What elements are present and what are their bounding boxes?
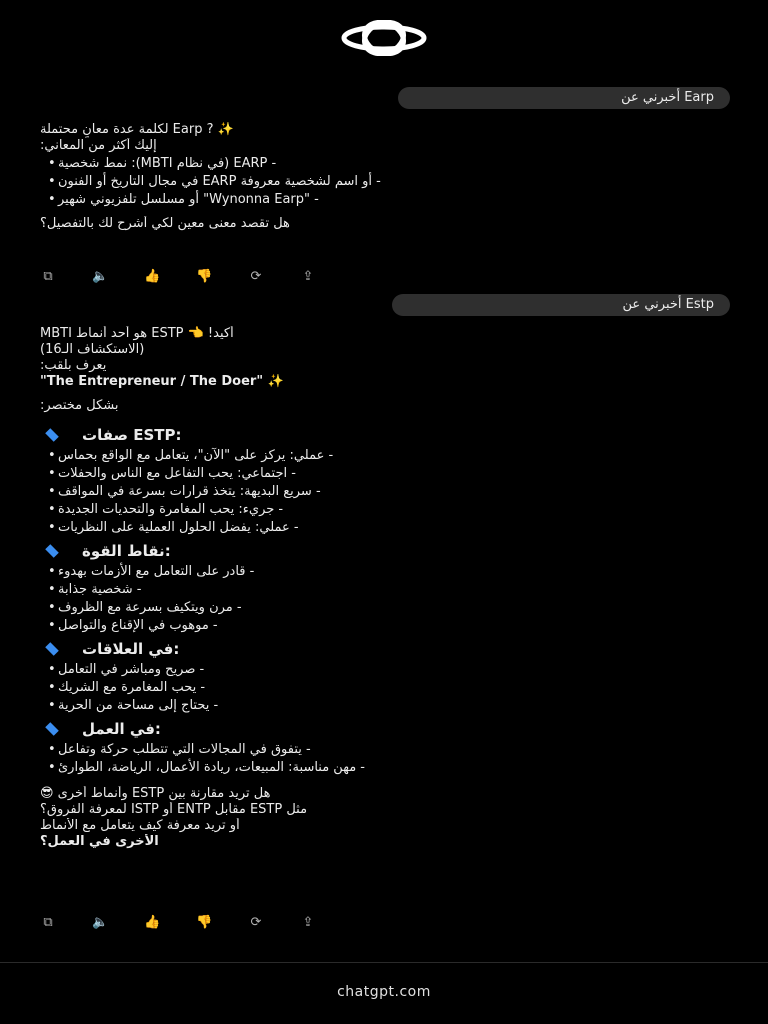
- response-line: الأخرى في العمل؟: [40, 834, 159, 849]
- thumbs-up-icon[interactable]: 👍: [144, 915, 161, 930]
- diamond-icon: [45, 722, 59, 736]
- assistant-response: [40, 122, 730, 232]
- list-item: • - صريح ومباشر في التعامل: [48, 662, 205, 677]
- message-actions: [40, 916, 316, 930]
- response-line: (الاستكشاف الـ16): [40, 342, 145, 357]
- list-item: • - قادر على التعامل مع الأزمات بهدوء: [48, 564, 255, 579]
- list-item: • - أو اسم لشخصية معروفة EARP في مجال التاريخ أو الفنون: [48, 174, 381, 189]
- thumbs-down-icon[interactable]: 👎: [196, 269, 213, 284]
- share-icon[interactable]: ⇪: [302, 269, 314, 284]
- copy-icon[interactable]: ⧉: [43, 269, 53, 284]
- list-item: • - مرن ويتكيف بسرعة مع الظروف: [48, 600, 242, 615]
- response-line: هل تريد مقارنة بين ESTP وأنماط أخرى 😎: [40, 786, 271, 801]
- assistant-response: [40, 326, 730, 850]
- regenerate-icon[interactable]: ⟳: [250, 915, 262, 930]
- list-item: • - يتفوق في المجالات التي تتطلب حركة وتفاعل: [48, 742, 311, 757]
- response-line: بشكل مختصر:: [40, 398, 119, 413]
- list-item: • - سريع البديهة: يتخذ قرارات بسرعة في المواقف: [48, 484, 321, 499]
- thumbs-up-icon[interactable]: 👍: [144, 269, 161, 284]
- copy-icon[interactable]: ⧉: [43, 915, 53, 930]
- section-heading: نقاط القوة:: [46, 542, 730, 560]
- list-item: • - موهوب في الإقناع والتواصل: [48, 618, 218, 633]
- section-heading: في العلاقات:: [46, 640, 730, 658]
- message-actions: [40, 270, 316, 284]
- user-message-bubble: [398, 87, 730, 109]
- list-item: • - يحتاج إلى مساحة من الحرية: [48, 698, 219, 713]
- list-item: • - مهن مناسبة: المبيعات، ريادة الأعمال، الرياضة، الطوارئ: [48, 760, 365, 775]
- list-item: • - EARP (في نظام MBTI): نمط شخصية: [48, 156, 277, 171]
- footer-divider: [0, 962, 768, 963]
- list-item: • - شخصية جذابة: [48, 582, 142, 597]
- list-item: • - "Wynonna Earp" أو مسلسل تلفزيوني شهير: [48, 192, 319, 207]
- list-item: • - جريء: يحب المغامرة والتحديات الجديدة: [48, 502, 284, 517]
- response-line: ✨ "The Entrepreneur / The Doer": [40, 374, 284, 389]
- diamond-icon: [45, 544, 59, 558]
- response-line: أو تريد معرفة كيف يتعامل مع الأنماط: [40, 818, 240, 833]
- diamond-icon: [45, 642, 59, 656]
- footer-url[interactable]: chatgpt.com: [337, 984, 431, 1000]
- diamond-icon: [45, 428, 59, 442]
- response-line: ✨ ? Earp لكلمة عدة معانٍ محتملة: [40, 122, 234, 137]
- regenerate-icon[interactable]: ⟳: [250, 269, 262, 284]
- response-line: أكيد! 👈 ESTP هو أحد أنماط MBTI: [40, 326, 234, 341]
- thumbs-down-icon[interactable]: 👎: [196, 915, 213, 930]
- list-item: • - عملي: يفضل الحلول العملية على النظريات: [48, 520, 299, 535]
- list-item: • - عملي: يركز على "الآن"، يتعامل مع الواقع بحماس: [48, 448, 334, 463]
- list-item: • - اجتماعي: يحب التفاعل مع الناس والحفلات: [48, 466, 296, 481]
- response-line: مثل ESTP مقابل ENTP أو ISTP لمعرفة الفروق؟: [40, 802, 308, 817]
- user-message-text: Earp أخبرني عن: [621, 90, 714, 105]
- share-icon[interactable]: ⇪: [302, 915, 314, 930]
- section-heading: صفات ESTP:: [46, 426, 730, 444]
- user-message-bubble: [392, 294, 730, 316]
- openai-logo-icon: [332, 20, 436, 56]
- speaker-icon[interactable]: 🔈: [92, 269, 109, 284]
- response-line: إليك أكثر من المعاني:: [40, 138, 157, 153]
- list-item: • - يحب المغامرة مع الشريك: [48, 680, 206, 695]
- response-line: يعرف بلقب:: [40, 358, 107, 373]
- speaker-icon[interactable]: 🔈: [92, 915, 109, 930]
- user-message-text: Estp أخبرني عن: [622, 297, 714, 312]
- response-line: هل تقصد معنى معين لكي أشرح لك بالتفصيل؟: [40, 216, 290, 231]
- section-heading: في العمل:: [46, 720, 730, 738]
